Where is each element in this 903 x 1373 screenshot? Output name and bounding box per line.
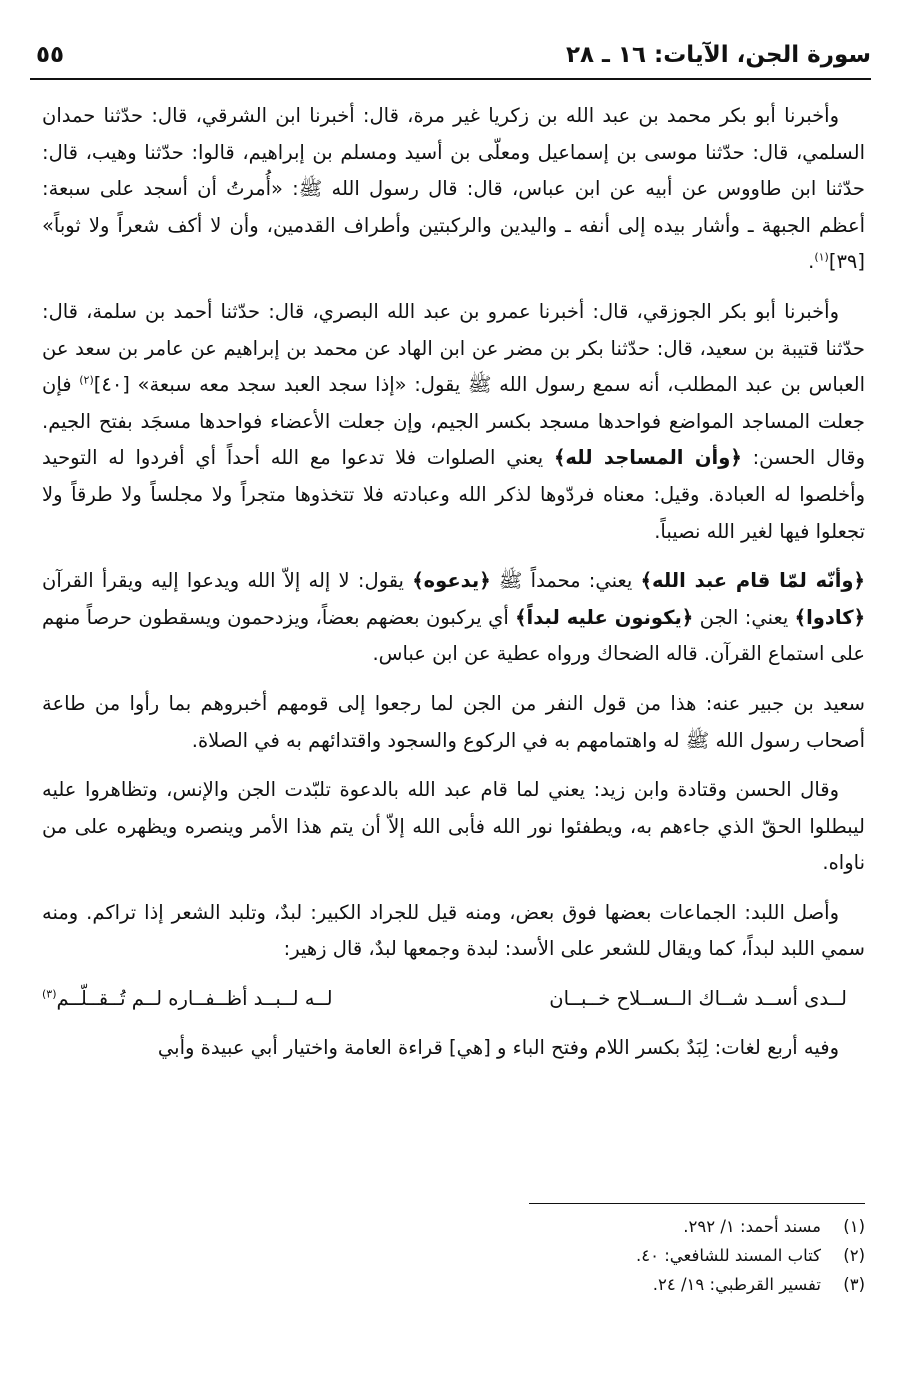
paragraph-7-text: وفيه أربع لغات: لِبَدٌ بكسر اللام وفتح الباء و [هي] قراءة العامة واختيار أبي عبيدة وأبي	[157, 1035, 839, 1059]
paragraph-6-text: وأصل اللبد: الجماعات بعضها فوق بعض، ومنه قيل للجراد الكبير: لبدٌ، وتلبد الشعر إذا تراكم. ومنه سمي اللبد لبداً، كما ويقال للشعر على الأسد: لبدة وجمعها لبدٌ، قال زهير:	[42, 900, 865, 961]
paragraph-2	[42, 294, 865, 550]
footnote-divider	[529, 1203, 865, 1204]
quran-quote: ﴿وأنّه لمّا قام عبد الله﴾	[640, 569, 865, 593]
footnote-item	[300, 1270, 865, 1299]
footnote-text: مسند أحمد: ١/ ٢٩٢.	[683, 1217, 821, 1236]
footnote-item	[300, 1212, 865, 1241]
verse-hemistich-2-wrap	[42, 981, 333, 1018]
paragraph-4	[42, 686, 865, 759]
footnotes	[300, 1212, 865, 1299]
paragraph-7	[42, 1030, 865, 1067]
footnote-text: تفسير القرطبي: ١٩/ ٢٤.	[652, 1275, 821, 1294]
paragraph-2-text-b: فإن جعلت المساجد المواضع فواحدها مسجد بكسر الجيم، وإن جعلت الأعضاء فواحدها مسجَد بفتح الجيم. وقال الحسن:	[42, 373, 866, 470]
paragraph-2-text-a: وأخبرنا أبو بكر الجوزقي، قال: أخبرنا عمرو بن عبد الله البصري، قال: حدّثنا أحمد بن سلمة، قال: حدّثنا قتيبة بن سعيد، قال: حدّثنا بكر بن مضر عن ابن الهاد عن محمد بن إبراهيم عن عامر بن سعد عن العباس بن عبد المطلب، أنه سمع رسول الله ﷺ يقول: «إذا سجد العبد سجد معه سبعة» [٤٠]	[42, 299, 865, 397]
quran-quote: ﴿وأن المساجد لله﴾	[554, 446, 742, 470]
quran-quote: ﴿يكونون عليه لبداً﴾	[515, 605, 694, 629]
footnote-item	[300, 1241, 865, 1270]
paragraph-2-text-c: يعني الصلوات فلا تدعوا مع الله أحداً أي أفردوا له التوحيد وأخلصوا له العبادة. وقيل: معناه فردّوها لذكر الله وعبادته فلا تتخذوها متجراً ولا مجلساً ولا طرقاً ولا تجعلوا فيها لغير الله نصيباً.	[42, 446, 865, 543]
quran-quote: ﴿يدعوه﴾	[412, 569, 491, 593]
paragraph-1-end: .	[808, 250, 815, 274]
verse-hemistich-2: لــه لــبــد أظــفــاره لــم تُــقــلّــم	[56, 987, 333, 1011]
paragraph-6	[42, 895, 865, 968]
paragraph-3-text-d: أي يركبون بعضهم بعضاً، ويزدحمون ويسقطون حرصاً منهم على استماع القرآن. قاله الضحاك ورواه عطية عن ابن عباس.	[42, 605, 865, 666]
running-title: سورة الجن، الآيات: ١٦ ـ ٢٨	[565, 42, 871, 68]
footnote-number: (٣)	[843, 1275, 865, 1294]
page-header	[30, 30, 871, 80]
footnote-ref-2: (٢)	[79, 373, 94, 387]
body-text	[42, 98, 865, 1079]
paragraph-1	[42, 98, 865, 281]
quran-quote: ﴿كادوا﴾	[794, 605, 865, 629]
paragraph-3-text-c: يعني: الجن	[693, 605, 795, 629]
paragraph-4-text: سعيد بن جبير عنه: هذا من قول النفر من الجن لما رجعوا إلى قومهم أخبروهم بما رأوا من طاعة أصحاب رسول الله ﷺ له واهتمامهم به في الركوع والسجود واقتدائهم به في الصلاة.	[42, 691, 865, 752]
paragraph-5-text: وقال الحسن وقتادة وابن زيد: يعني لما قام عبد الله بالدعوة تلبّدت الجن والإنس، وتظاهروا عليه ليبطلوا الحقّ الذي جاءهم به، ويطفئوا نور الله فأبى الله إلاّ أن يتم هذا الأمر وينصره ويظهره على من ناواه.	[42, 778, 865, 875]
footnote-number: (٢)	[843, 1246, 865, 1265]
verse-hemistich-1: لــدى أســد شــاك الــســلاح خــبــان	[549, 987, 847, 1011]
paragraph-5	[42, 772, 865, 882]
paragraph-1-text: وأخبرنا أبو بكر محمد بن عبد الله بن زكريا غير مرة، قال: أخبرنا ابن الشرقي، قال: حدّثنا حمدان السلمي، قال: حدّثنا موسى بن إسماعيل ومعلّى بن أسيد ومسلم بن إبراهيم، قالوا: حدّثنا وهيب، قال: حدّثنا ابن طاووس عن أبيه عن ابن عباس، قال: قال رسول الله ﷺ: «أُمرتُ أن أسجد على سبعة: أعظم الجبهة ـ وأشار بيده إلى أنفه ـ واليدين والركبتين وأطراف القدمين، وأن لا أكف شعراً ولا ثوباً» [٣٩]	[42, 104, 865, 274]
footnote-number: (١)	[843, 1217, 865, 1236]
poetry-verse	[42, 981, 865, 1018]
page-number: ٥٥	[36, 42, 65, 68]
footnote-text: كتاب المسند للشافعي: ٤٠.	[635, 1246, 821, 1265]
paragraph-3-text-b: يقول: لا إله إلاّ الله ويدعوا إليه ويقرأ القرآن	[42, 569, 413, 593]
footnote-ref-3: (٣)	[42, 987, 57, 1001]
paragraph-3	[42, 563, 865, 673]
footnote-ref-1: (١)	[814, 250, 829, 264]
paragraph-3-text-a: يعني: محمداً ﷺ	[490, 569, 641, 593]
